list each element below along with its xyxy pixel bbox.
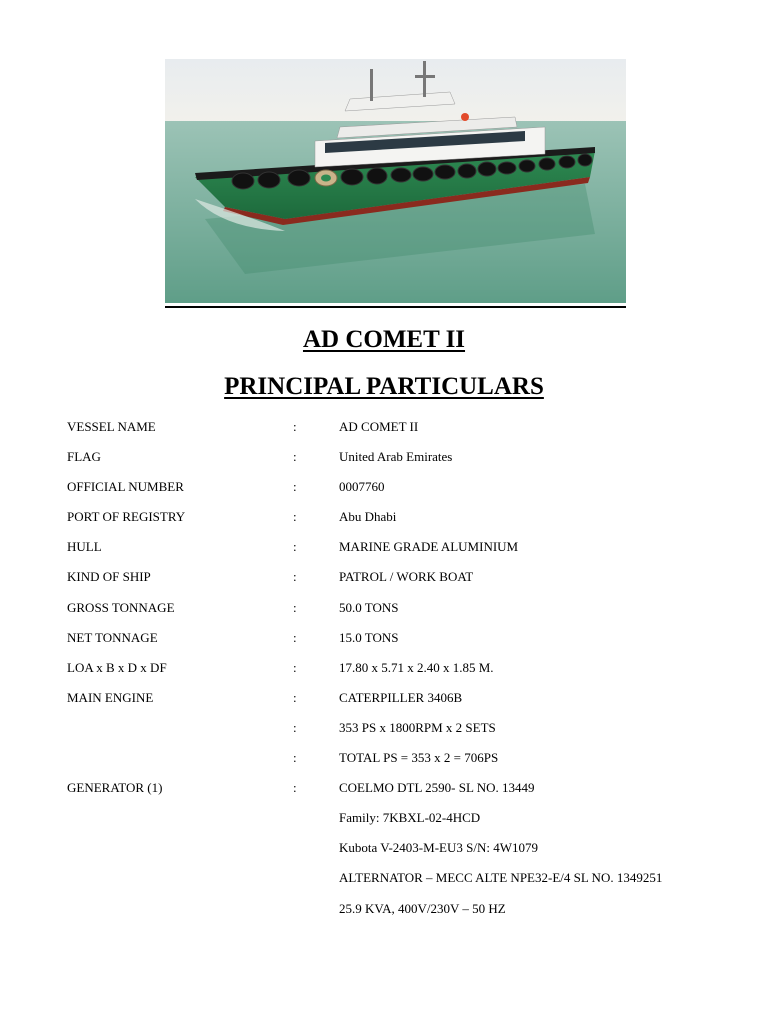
particulars-table xyxy=(67,412,717,924)
spec-label: FLAG xyxy=(67,449,101,465)
spec-row xyxy=(67,472,717,502)
spec-row xyxy=(67,562,717,592)
spec-row xyxy=(67,743,717,773)
section-title: PRINCIPAL PARTICULARS xyxy=(224,373,544,400)
spec-colon: : xyxy=(293,599,297,615)
spec-row xyxy=(67,713,717,743)
spec-row xyxy=(67,653,717,683)
spec-label: VESSEL NAME xyxy=(67,419,156,434)
vessel-title: AD COMET II xyxy=(302,326,466,353)
spec-colon: : xyxy=(293,659,297,675)
spec-label: HULL xyxy=(67,539,102,555)
spec-colon: : xyxy=(293,569,297,585)
spec-label: OFFICIAL NUMBER xyxy=(67,479,184,495)
spec-value: Kubota V-2403-M-EU3 S/N: 4W1079 xyxy=(339,840,538,856)
spec-value: TOTAL PS = 353 x 2 = 706PS xyxy=(339,750,499,766)
spec-value: 50.0 TONS xyxy=(339,599,399,615)
spec-value: United Arab Emirates xyxy=(339,449,453,465)
spec-label: GROSS TONNAGE xyxy=(67,599,175,615)
spec-value: 25.9 KVA, 400V/230V – 50 HZ xyxy=(339,900,506,916)
spec-label: MAIN ENGINE xyxy=(67,689,154,705)
spec-value: AD COMET II xyxy=(339,419,419,434)
spec-row xyxy=(67,863,717,893)
spec-row xyxy=(67,894,717,924)
spec-label: PORT OF REGISTRY xyxy=(67,509,186,525)
spec-colon: : xyxy=(293,780,297,796)
spec-colon: : xyxy=(293,629,297,645)
spec-row xyxy=(67,502,717,532)
spec-value: Abu Dhabi xyxy=(339,509,397,525)
spec-row xyxy=(67,773,717,803)
spec-label: GENERATOR (1) xyxy=(67,780,163,796)
spec-value: 353 PS x 1800RPM x 2 SETS xyxy=(339,719,496,735)
spec-colon: : xyxy=(293,719,297,735)
spec-value: 0007760 xyxy=(339,479,385,495)
spec-colon: : xyxy=(293,449,297,465)
spec-colon: : xyxy=(293,750,297,766)
spec-colon: : xyxy=(293,509,297,525)
boat-photo-icon xyxy=(165,59,626,303)
spec-row xyxy=(67,623,717,653)
spec-label: KIND OF SHIP xyxy=(67,569,151,585)
spec-value: COELMO DTL 2590- SL NO. 13449 xyxy=(339,780,535,796)
spec-colon: : xyxy=(293,479,297,495)
spec-value: Family: 7KBXL-02-4HCD xyxy=(339,810,481,826)
vessel-photo xyxy=(165,59,626,303)
spec-value: ALTERNATOR – MECC ALTE NPE32-E/4 SL NO. 1349251 xyxy=(339,870,663,886)
spec-value: MARINE GRADE ALUMINIUM xyxy=(339,539,519,555)
spec-label: LOA x B x D x DF xyxy=(67,659,167,675)
spec-row xyxy=(67,442,717,472)
spec-row xyxy=(67,833,717,863)
spec-colon: : xyxy=(293,419,297,434)
spec-value: PATROL / WORK BOAT xyxy=(339,569,474,585)
spec-colon: : xyxy=(293,689,297,705)
spec-row xyxy=(67,532,717,562)
spec-label: NET TONNAGE xyxy=(67,629,158,645)
divider-line xyxy=(165,306,626,308)
spec-value: 17.80 x 5.71 x 2.40 x 1.85 M. xyxy=(339,659,494,675)
spec-row xyxy=(67,593,717,623)
spec-row xyxy=(67,803,717,833)
spec-colon: : xyxy=(293,539,297,555)
spec-value: CATERPILLER 3406B xyxy=(339,689,463,705)
spec-value: 15.0 TONS xyxy=(339,629,399,645)
spec-row xyxy=(67,412,717,442)
spec-row xyxy=(67,683,717,713)
